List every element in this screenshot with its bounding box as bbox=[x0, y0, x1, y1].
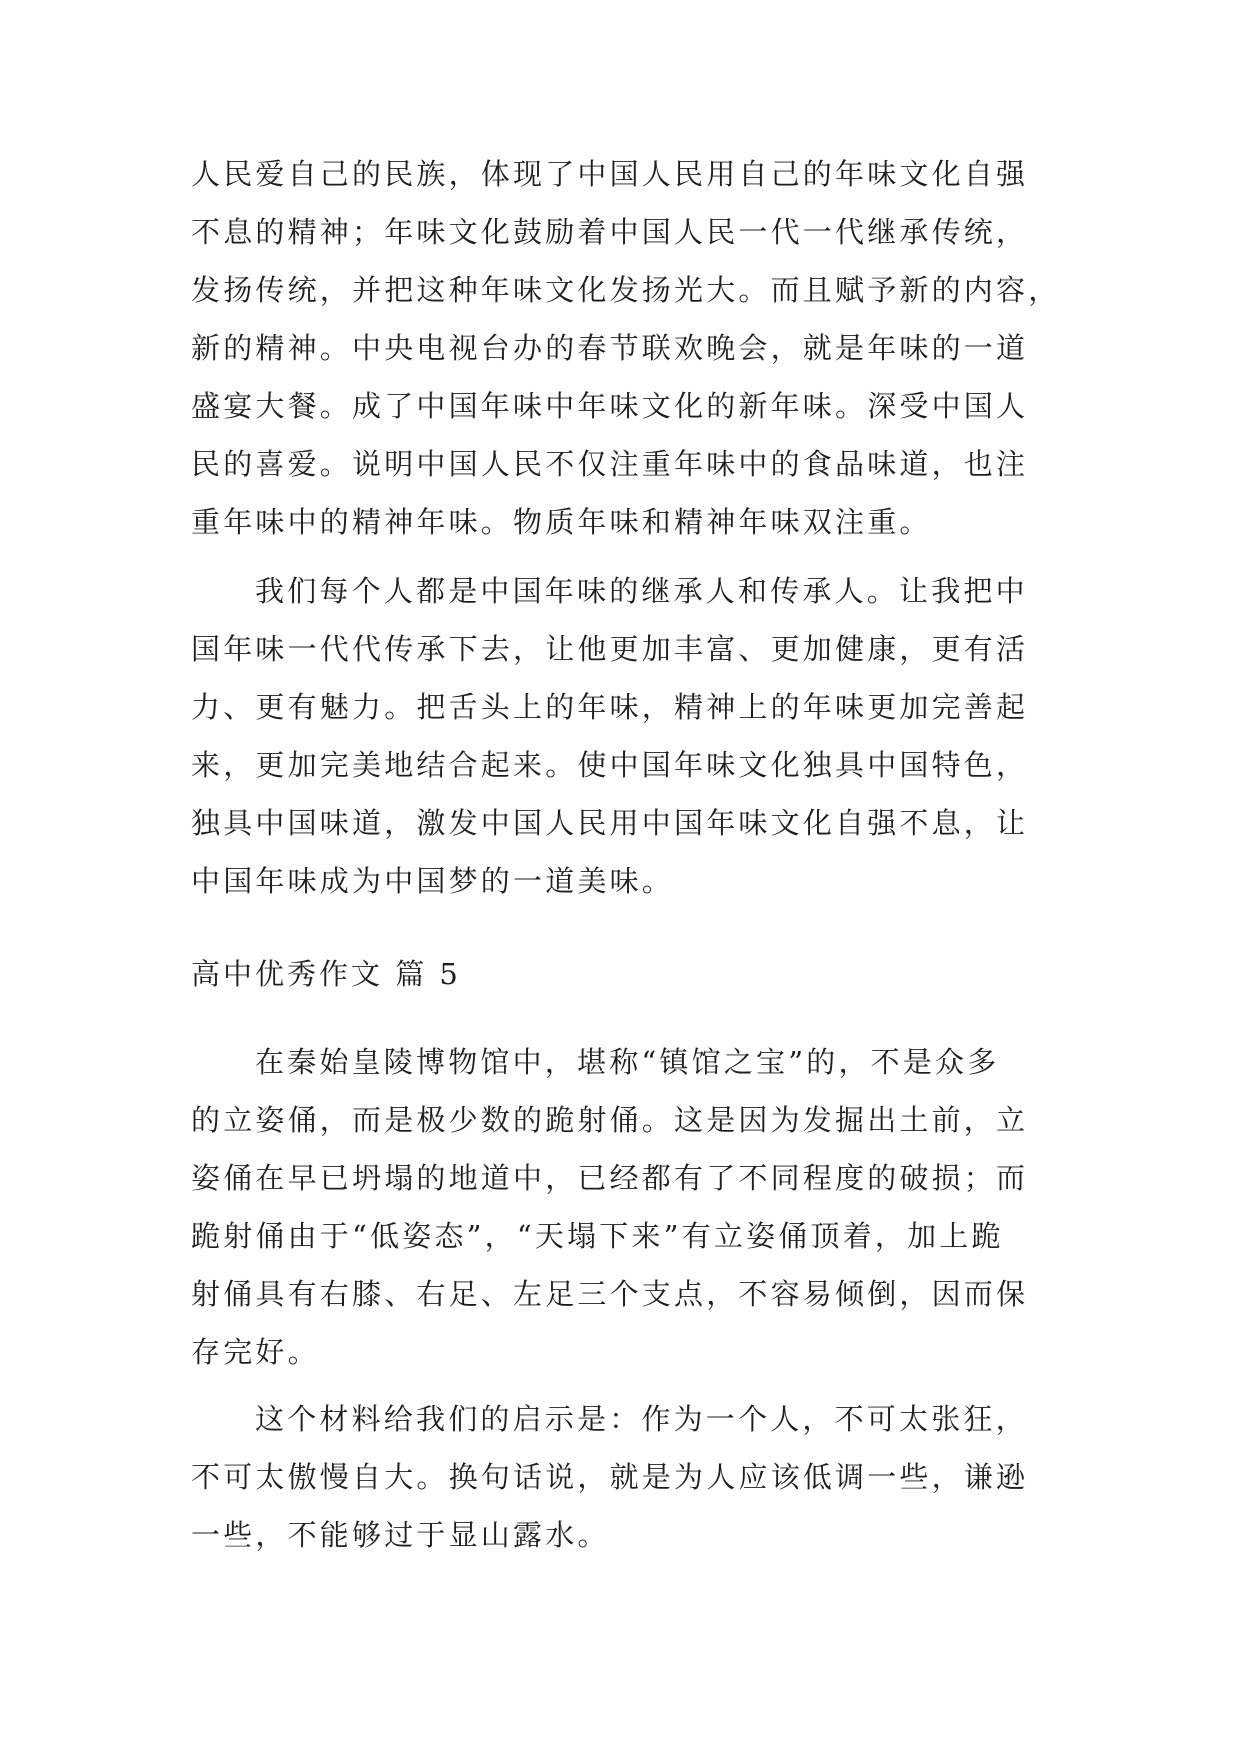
text-line: 民的喜爱。说明中国人民不仅注重年味中的食品味道，也注 bbox=[191, 447, 1029, 481]
text-line: 国年味一代代传承下去，让他更加丰富、更加健康，更有活 bbox=[191, 632, 1029, 666]
paragraph-1 bbox=[191, 145, 1061, 551]
text-line: 新的精神。中央电视台办的春节联欢晚会，就是年味的一道 bbox=[191, 331, 1029, 365]
text-line: 不息的精神；年味文化鼓励着中国人民一代一代继承传统， bbox=[191, 215, 1029, 249]
text-line: 不可太傲慢自大。换句话说，就是为人应该低调一些，谦逊 bbox=[191, 1460, 1029, 1494]
text-line: 我们每个人都是中国年味的继承人和传承人。让我把中 bbox=[255, 574, 1028, 608]
text-line: 人民爱自己的民族，体现了中国人民用自己的年味文化自强 bbox=[191, 157, 1029, 191]
text-line: 重年味中的精神年味。物质年味和精神年味双注重。 bbox=[191, 505, 932, 539]
text-line: 中国年味成为中国梦的一道美味。 bbox=[191, 864, 675, 898]
text-line: 一些，不能够过于显山露水。 bbox=[191, 1518, 610, 1552]
paragraph-2 bbox=[191, 562, 1051, 910]
text-line: 在秦始皇陵博物馆中，堪称“镇馆之宝”的，不是众多 bbox=[255, 1045, 1000, 1079]
text-line: 这个材料给我们的启示是：作为一个人，不可太张狂， bbox=[255, 1402, 1028, 1436]
text-line: 跪射俑由于“低姿态”，“天塌下来”有立姿俑顶着，加上跪 bbox=[191, 1219, 1004, 1253]
text-line: 独具中国味道，激发中国人民用中国年味文化自强不息，让 bbox=[191, 806, 1029, 840]
text-line: 的立姿俑，而是极少数的跪射俑。这是因为发掘出土前，立 bbox=[191, 1103, 1029, 1137]
text-line: 姿俑在早已坍塌的地道中，已经都有了不同程度的破损；而 bbox=[191, 1161, 1029, 1195]
text-line: 射俑具有右膝、右足、左足三个支点，不容易倾倒，因而保 bbox=[191, 1277, 1029, 1311]
section-heading: 高中优秀作文 篇 5 bbox=[191, 957, 461, 991]
paragraph-4 bbox=[191, 1390, 1051, 1564]
text-line: 力、更有魅力。把舌头上的年味，精神上的年味更加完善起 bbox=[191, 690, 1029, 724]
paragraph-3 bbox=[191, 1033, 1051, 1381]
text-line: 发扬传统，并把这种年味文化发扬光大。而且赋予新的内容， bbox=[191, 273, 1061, 307]
text-line: 盛宴大餐。成了中国年味中年味文化的新年味。深受中国人 bbox=[191, 389, 1029, 423]
text-line: 存完好。 bbox=[191, 1335, 320, 1369]
text-line: 来，更加完美地结合起来。使中国年味文化独具中国特色， bbox=[191, 748, 1029, 782]
